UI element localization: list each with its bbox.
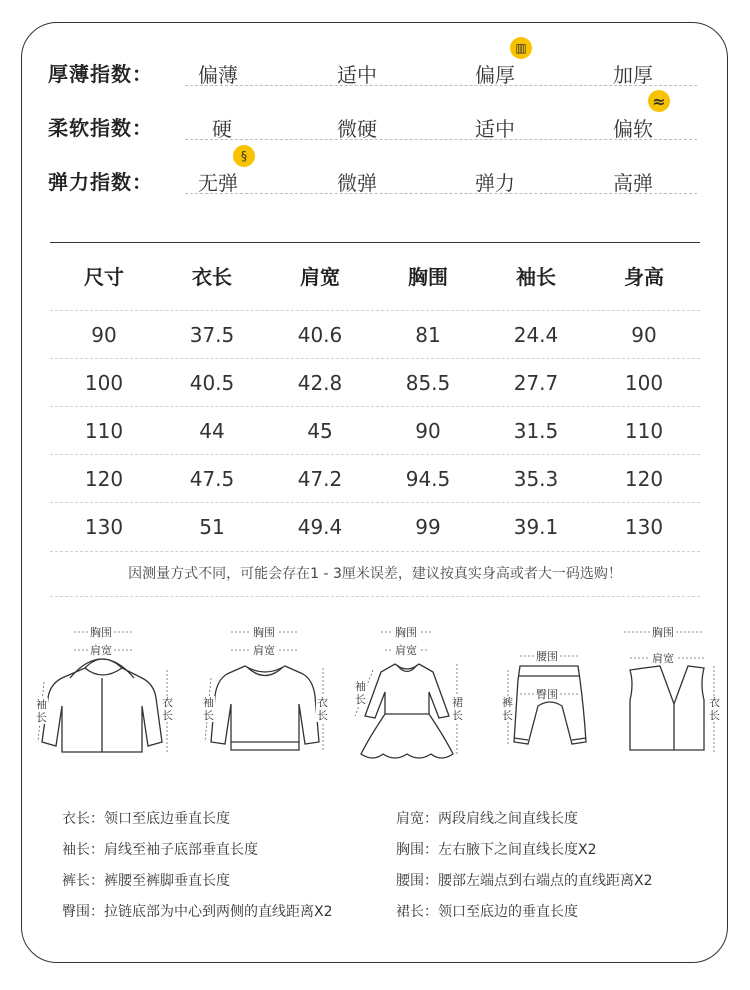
chest-label: 胸围	[395, 626, 417, 639]
table-row	[50, 502, 700, 551]
table-cell: 47.5	[189, 467, 235, 491]
table-row	[50, 310, 700, 359]
table-cell: 44	[199, 419, 225, 443]
measurement-note: 因测量方式不同，可能会存在1 - 3厘米误差，建议按真实身高或者大一码选购！	[50, 551, 700, 597]
jacket-drawing	[30, 620, 180, 770]
chest-label: 胸围	[652, 626, 674, 639]
hip-label: 臀围	[536, 688, 558, 701]
table-cell: 37.5	[189, 323, 235, 347]
table-cell: 40.6	[297, 323, 343, 347]
table-cell: 90	[631, 323, 657, 347]
table-cell: 39.1	[513, 515, 559, 539]
table-cell: 120	[624, 467, 664, 491]
length-label: 衣长	[709, 696, 720, 722]
table-row	[50, 358, 700, 407]
vest-illustration	[608, 620, 728, 770]
sweater-illustration	[195, 620, 335, 770]
header-shoulder: 肩宽	[300, 265, 340, 289]
table-header-row	[50, 244, 700, 292]
table-top-rule	[50, 242, 700, 243]
thickness-option-selected: 偏厚	[475, 63, 515, 87]
header-length: 衣长	[192, 265, 232, 289]
jacket-illustration	[30, 620, 180, 770]
definition-waist: 腰围：腰部左端点到右端点的直线距离X2	[396, 873, 653, 889]
shoulder-label: 肩宽	[652, 652, 674, 665]
vest-drawing	[608, 620, 728, 770]
sleeve-label: 袖长	[355, 680, 366, 706]
table-cell: 45	[307, 419, 333, 443]
table-cell: 99	[415, 515, 441, 539]
definition-skirt-length: 裙长：领口至底边的垂直长度	[396, 904, 578, 920]
skirt-length-label: 裙长	[452, 696, 463, 722]
table-cell: 47.2	[297, 467, 343, 491]
table-cell: 51	[199, 515, 225, 539]
softness-option: 硬	[212, 117, 232, 141]
ruler-icon: ▥	[510, 37, 532, 59]
table-cell: 24.4	[513, 323, 559, 347]
softness-option-selected: 偏软	[613, 117, 653, 141]
table-cell: 110	[624, 419, 664, 443]
length-label: 衣长	[162, 696, 173, 722]
table-cell: 94.5	[405, 467, 451, 491]
length-label: 衣长	[317, 696, 328, 722]
sleeve-label: 袖长	[36, 698, 47, 724]
table-cell: 130	[84, 515, 124, 539]
thickness-index-row	[0, 41, 750, 92]
definition-pants-length: 裤长：裤腰至裤脚垂直长度	[62, 873, 230, 889]
shoulder-label: 肩宽	[253, 644, 275, 657]
dress-illustration	[345, 620, 475, 770]
header-sleeve: 袖长	[516, 265, 556, 289]
elasticity-option-selected: 无弹	[198, 171, 238, 195]
chest-label: 胸围	[90, 626, 112, 639]
header-chest: 胸围	[408, 265, 448, 289]
table-cell: 42.8	[297, 371, 343, 395]
header-size: 尺寸	[84, 265, 124, 289]
table-cell: 130	[624, 515, 664, 539]
thickness-option: 偏薄	[198, 63, 238, 87]
softness-option: 适中	[475, 117, 515, 141]
table-cell: 100	[624, 371, 664, 395]
table-cell: 120	[84, 467, 124, 491]
thickness-index-label: 厚薄指数：	[48, 62, 153, 86]
definition-chest: 胸围：左右腋下之间直线长度X2	[396, 842, 597, 858]
elasticity-option: 弹力	[475, 171, 515, 195]
waist-label: 腰围	[536, 650, 558, 663]
table-cell: 31.5	[513, 419, 559, 443]
table-row	[50, 406, 700, 455]
table-cell: 35.3	[513, 467, 559, 491]
spring-icon: §	[233, 145, 255, 167]
elasticity-option: 高弹	[613, 171, 653, 195]
table-cell: 90	[91, 323, 117, 347]
header-height: 身高	[624, 265, 664, 289]
elasticity-index-label: 弹力指数：	[48, 170, 153, 194]
sleeve-label: 袖长	[203, 696, 214, 722]
table-cell: 85.5	[405, 371, 451, 395]
shoulder-label: 肩宽	[90, 644, 112, 657]
table-cell: 40.5	[189, 371, 235, 395]
table-row	[50, 454, 700, 503]
softness-index-row	[0, 91, 750, 146]
wave-icon: ≈	[648, 90, 670, 112]
definition-length: 衣长：领口至底边垂直长度	[62, 811, 230, 827]
softness-option: 微硬	[337, 117, 377, 141]
table-cell: 27.7	[513, 371, 559, 395]
table-cell: 81	[415, 323, 441, 347]
pants-illustration	[488, 620, 608, 770]
thickness-option: 适中	[337, 63, 377, 87]
definition-hip: 臀围：拉链底部为中心到两侧的直线距离X2	[62, 904, 333, 920]
elasticity-option: 微弹	[337, 171, 377, 195]
chest-label: 胸围	[253, 626, 275, 639]
softness-index-label: 柔软指数：	[48, 116, 153, 140]
table-cell: 49.4	[297, 515, 343, 539]
sweater-drawing	[195, 620, 335, 770]
table-cell: 90	[415, 419, 441, 443]
table-cell: 100	[84, 371, 124, 395]
pants-length-label: 裤长	[502, 696, 513, 722]
elasticity-index-row	[0, 149, 750, 200]
definition-shoulder: 肩宽：两段肩线之间直线长度	[396, 811, 578, 827]
thickness-option: 加厚	[613, 63, 653, 87]
table-cell: 110	[84, 419, 124, 443]
definition-sleeve: 袖长：肩线至袖子底部垂直长度	[62, 842, 258, 858]
shoulder-label: 肩宽	[395, 644, 417, 657]
